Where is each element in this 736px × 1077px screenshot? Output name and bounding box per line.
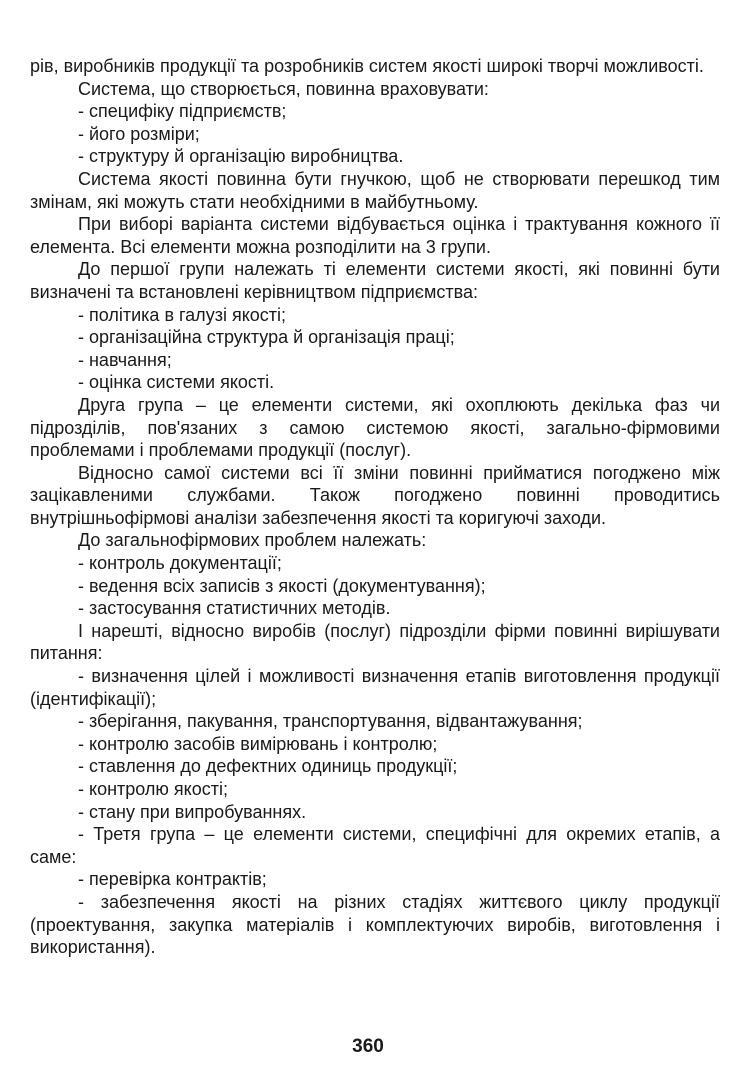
paragraph: - організаційна структура й організація праці; (78, 327, 455, 348)
paragraph: Система якості повинна бути гнучкою, щоб не створювати перешкод тим змінам, які можуть стати необхідними в майбутньому. (30, 168, 720, 212)
paragraph: - контролю засобів вимірювань і контролю; (78, 733, 438, 754)
paragraph: - ведення всіх записів з якості (документування); (78, 575, 486, 596)
paragraph: - визначення цілей і можливості визначення етапів виготовлення продукції (ідентифікації); (30, 666, 720, 709)
paragraph: рів, виробників продукції та розробників систем якості широкі творчі можливості. (30, 56, 704, 76)
paragraph: - його розміри; (78, 123, 200, 144)
paragraph: - контролю якості; (78, 779, 228, 799)
paragraph: - структуру й організацію виробництва. (78, 146, 404, 167)
paragraph: Відносно самої системи всі її зміни повинні прийматися погоджено між зацікавленими службами. Також погоджено повинні проводитись внутрішньофірмові аналізи забезпечення якості та коригуючі заходи. (30, 462, 720, 528)
paragraph: - зберігання, пакування, транспортування, відвантажування; (78, 711, 583, 732)
paragraph: Система, що створюється, повинна враховувати: (78, 78, 489, 99)
paragraph: - застосування статистичних методів. (78, 598, 391, 619)
paragraph: Друга група – це елементи системи, які охоплюють декілька фаз чи підрозділів, пов'язаних з самою системою якості, загально-фірмовими проблемами і проблемами продукції (послуг). (30, 394, 720, 461)
paragraph: - оцінка системи якості. (78, 372, 275, 393)
paragraph: - контроль документації; (78, 553, 282, 574)
paragraph: - перевірка контрактів; (78, 869, 267, 890)
paragraph: - стану при випробуваннях. (78, 801, 307, 822)
page-number: 360 (352, 1036, 384, 1057)
paragraph: - Третя група – це елементи системи, специфічні для окремих етапів, а саме: (30, 824, 720, 867)
paragraph: І нарешті, відносно виробів (послуг) підрозділи фірми повинні вирішувати питання: (30, 620, 720, 664)
page-body (30, 55, 720, 959)
paragraph: - забезпечення якості на різних стадіях життєвого циклу продукції (проектування, закупка матеріалів і комплектуючих виробів, виготовлення і використання). (30, 891, 720, 958)
paragraph: - специфіку підприємств; (78, 101, 287, 122)
paragraph: До загальнофірмових проблем належать: (78, 530, 427, 551)
paragraph: - навчання; (78, 349, 172, 370)
paragraph: - ставлення до дефектних одиниць продукції; (78, 756, 458, 777)
paragraph: - політика в галузі якості; (78, 304, 287, 325)
paragraph: При виборі варіанта системи відбувається оцінка і трактування кожного її елемента. Всі елементи можна розподілити на 3 групи. (30, 214, 720, 257)
paragraph: До першої групи належать ті елементи системи якості, які повинні бути визначені та встановлені керівництвом підприємства: (30, 259, 720, 302)
